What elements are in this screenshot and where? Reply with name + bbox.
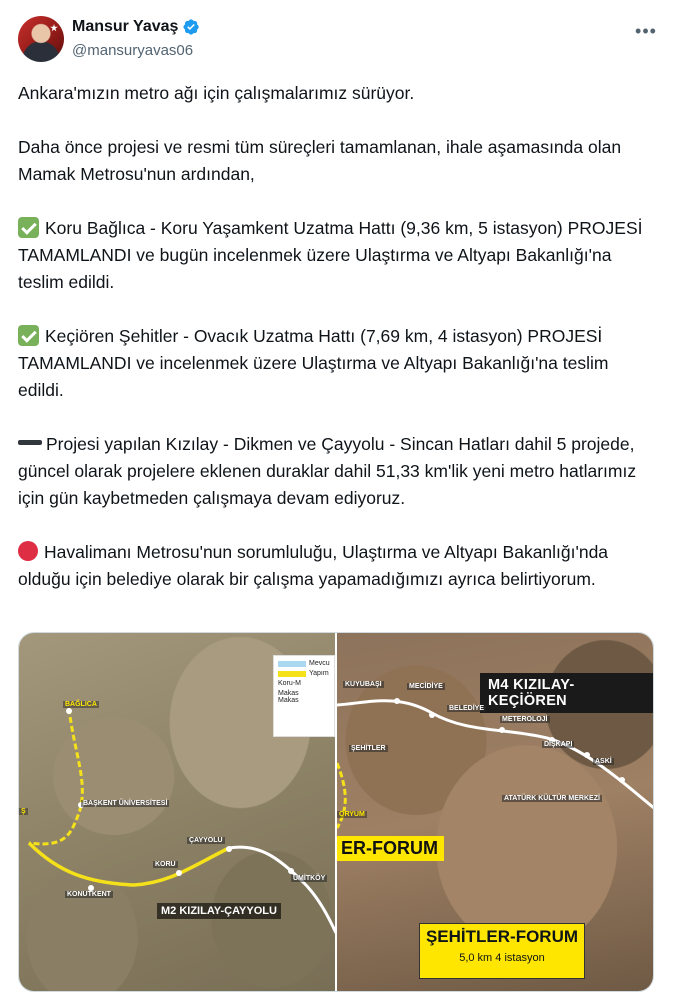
- tweet-paragraph-6: [18, 539, 658, 593]
- forum-info-box: [419, 923, 585, 979]
- map-legend: [273, 655, 335, 737]
- check-mark-icon: [18, 325, 39, 346]
- tweet-paragraph-3-text: Koru Bağlıca - Koru Yaşamkent Uzatma Hattı (9,36 km, 5 istasyon) PROJESİ TAMAMLANDI ve bugün incelenmek üzere Ulaştırma ve Altyapı Bakanlığı'na teslim edildi.: [18, 218, 643, 292]
- forum-box-subtitle: 5,0 km 4 istasyon: [459, 952, 545, 964]
- legend-makas-1: Makas: [278, 690, 299, 697]
- red-circle-icon: [18, 541, 38, 561]
- tweet-paragraph-5: [18, 431, 658, 512]
- station-label: METEROLOJİ: [502, 716, 548, 723]
- legend-construction: Yapım: [309, 670, 329, 677]
- tweet-text: [18, 80, 658, 593]
- display-name[interactable]: Mansur Yavaş: [72, 18, 179, 35]
- station-label: ŞEHİTLER: [351, 745, 386, 752]
- m2-line-title: M2 KIZILAY-ÇAYYOLU: [157, 903, 281, 919]
- tweet-paragraph-4: [18, 323, 658, 404]
- tweet-header: [18, 12, 663, 68]
- station-label: KUYUBAŞI: [345, 681, 382, 688]
- check-mark-icon: [18, 217, 39, 238]
- legend-makas-2: Makas: [278, 697, 299, 704]
- media-grid: [18, 632, 654, 992]
- tweet-paragraph-5-text: Projesi yapılan Kızılay - Dikmen ve Çayyolu - Sincan Hatları dahil 5 projede, güncel olarak projelere eklenen duraklar dahil 51,33 km'lik yeni metro hatlarımız için gün kaybetmeden çalışmaya devam ediyoruz.: [18, 434, 637, 508]
- station-label: MECİDİYE: [409, 683, 443, 690]
- station-label: BELEDİYE: [449, 705, 485, 712]
- station-label: ASKİ: [595, 758, 612, 765]
- station-label: BAŞKENT ÜNİVERSİTESİ: [83, 800, 168, 807]
- more-options-icon[interactable]: •••: [635, 20, 657, 41]
- legend-existing: Mevcu: [309, 660, 330, 667]
- name-line: [72, 18, 200, 36]
- verified-badge-icon[interactable]: [182, 18, 200, 36]
- station-label: ÇAYYOLU: [189, 837, 223, 844]
- station-label: ÜMİTKÖY: [293, 875, 326, 882]
- map-image-m4[interactable]: [337, 633, 653, 991]
- station-label: DIŞKAPI: [544, 741, 573, 748]
- station-label: ORYUM: [339, 811, 365, 818]
- tweet-paragraph-3: [18, 215, 658, 296]
- handle[interactable]: @mansuryavas06: [72, 42, 194, 59]
- heavy-minus-icon: [18, 440, 42, 445]
- tweet-paragraph-6-text: Havalimanı Metrosu'nun sorumluluğu, Ulaştırma ve Altyapı Bakanlığı'nda olduğu için belediye olarak bir çalışma yapamadığımızı ayrıca belirtiyorum.: [18, 542, 609, 589]
- star-icon: [50, 24, 58, 32]
- tweet-line-1: Ankara'mızın metro ağı için çalışmalarımız sürüyor.: [18, 83, 415, 103]
- avatar[interactable]: [18, 16, 64, 62]
- m4-line-title: M4 KIZILAY-KEÇİÖREN: [480, 673, 653, 713]
- station-label: ATATÜRK KÜLTÜR MERKEZİ: [504, 795, 600, 802]
- station-label: BAĞLICA: [65, 701, 97, 708]
- tweet-paragraph-2: Daha önce projesi ve resmi tüm süreçleri tamamlanan, ihale aşamasında olan Mamak Metrosu'nun ardından,: [18, 137, 622, 184]
- station-label: Ş: [21, 808, 26, 815]
- tweet-paragraph-4-text: Keçiören Şehitler - Ovacık Uzatma Hattı (7,69 km, 4 istasyon) PROJESİ TAMAMLANDI ve incelenmek üzere Ulaştırma ve Altyapı Bakanlığı'na teslim edildi.: [18, 326, 609, 400]
- map-image-m2[interactable]: [19, 633, 335, 991]
- forum-banner: ER-FORUM: [337, 836, 444, 861]
- station-label: KORU: [155, 861, 176, 868]
- station-label: KONUTKENT: [67, 891, 111, 898]
- legend-koru: Koru-M: [278, 680, 301, 687]
- forum-box-title: ŞEHİTLER-FORUM: [425, 927, 579, 946]
